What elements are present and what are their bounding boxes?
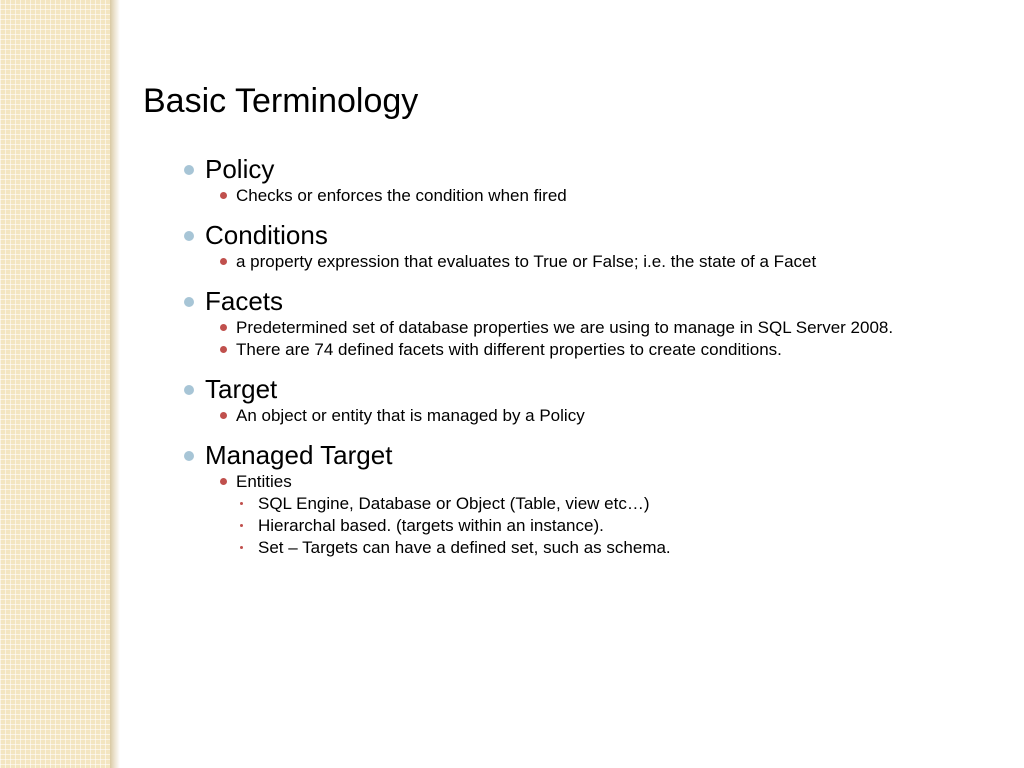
bullet-level3: SQL Engine, Database or Object (Table, view etc…) — [182, 493, 1012, 515]
bullet-item-policy — [182, 153, 1012, 207]
side-pattern-shadow — [110, 0, 120, 768]
bullet-level2: Predetermined set of database properties we are using to manage in SQL Server 2008. — [182, 317, 1012, 339]
bullet-level1: Facets — [182, 285, 1012, 317]
bullet-level1: Conditions — [182, 219, 1012, 251]
bullet-item-managed-target — [182, 439, 1012, 559]
bullet-level1: Target — [182, 373, 1012, 405]
bullet-level1: Policy — [182, 153, 1012, 185]
bullet-level2: a property expression that evaluates to True or False; i.e. the state of a Facet — [182, 251, 1012, 273]
bullet-item-conditions — [182, 219, 1012, 273]
bullet-level2: There are 74 defined facets with different properties to create conditions. — [182, 339, 1012, 361]
slide-title: Basic Terminology — [143, 82, 419, 120]
bullet-item-facets — [182, 285, 1012, 361]
bullet-level3: Hierarchal based. (targets within an instance). — [182, 515, 1012, 537]
bullet-level2: Entities — [182, 471, 1012, 493]
bullet-item-target — [182, 373, 1012, 427]
bullet-list — [182, 153, 1012, 571]
bullet-level3: Set – Targets can have a defined set, such as schema. — [182, 537, 1012, 559]
side-decorative-pattern — [0, 0, 110, 768]
bullet-level1: Managed Target — [182, 439, 1012, 471]
bullet-level2: Checks or enforces the condition when fired — [182, 185, 1012, 207]
bullet-level2: An object or entity that is managed by a Policy — [182, 405, 1012, 427]
